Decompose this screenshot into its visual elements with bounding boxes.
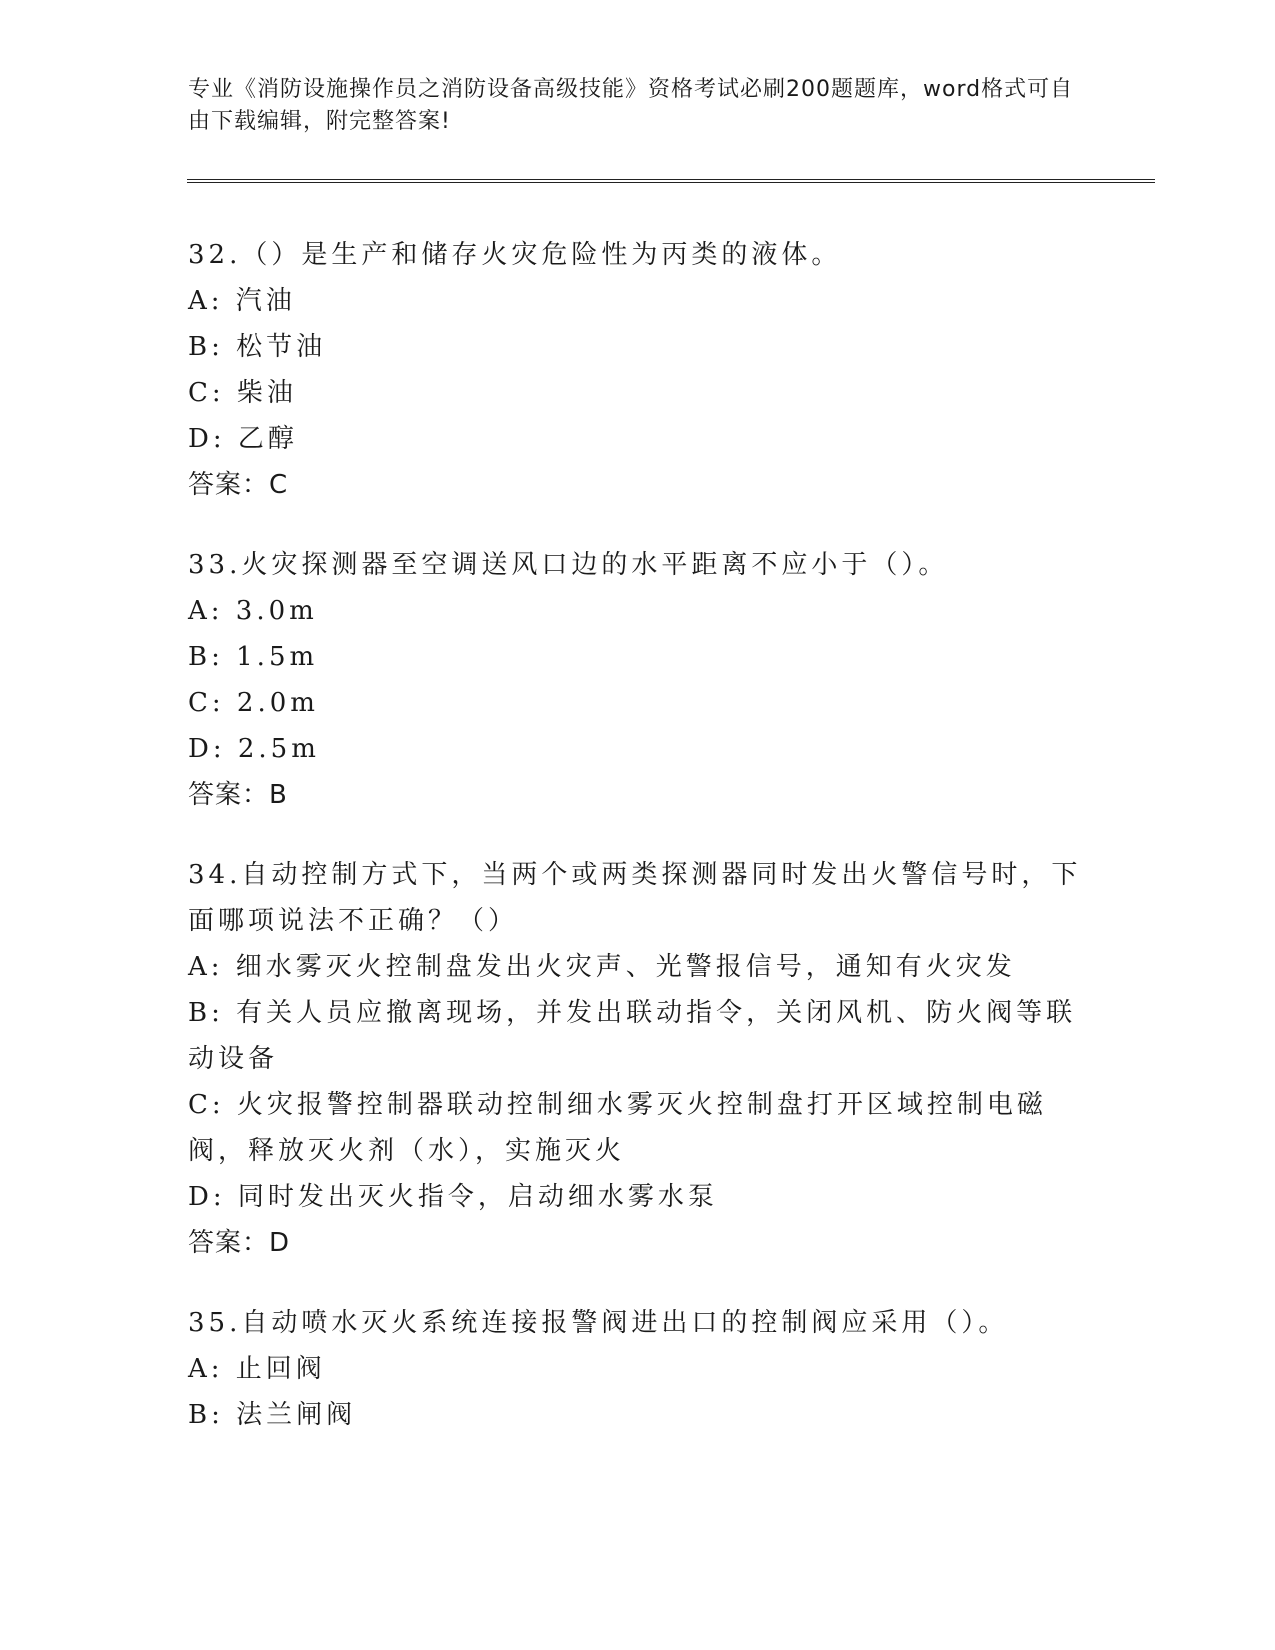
option-b: B: 法兰闸阀 [188,1400,357,1430]
option-a: A: 汽油 [188,286,296,316]
question-35 [188,1300,1088,1438]
document-header: 专业《消防设施操作员之消防设备高级技能》资格考试必刷200题题库，word格式可自由下载编辑，附完整答案! [188,77,1074,134]
option-d: D: 乙醇 [188,424,298,454]
option-c: C: 2.0m [188,688,319,718]
answer: 答案：C [188,470,289,500]
option-c: C: 柴油 [188,378,297,408]
question-34 [188,852,1088,1266]
question-stem: 35.自动喷水灭火系统连接报警阀进出口的控制阀应采用（）。 [188,1308,1009,1338]
answer: 答案：B [188,780,288,810]
option-a: A: 止回阀 [188,1354,326,1384]
question-stem: 32.（）是生产和储存火灾危险性为丙类的液体。 [188,240,842,270]
question-stem: 33.火灾探测器至空调送风口边的水平距离不应小于（）。 [188,550,949,580]
option-b: B: 1.5m [188,642,319,672]
option-d: D: 同时发出灭火指令，启动细水雾水泵 [188,1182,718,1212]
question-33 [188,542,1088,818]
header-divider [187,179,1155,183]
answer: 答案：D [188,1228,291,1258]
option-b: B: 松节油 [188,332,327,362]
option-b: B: 有关人员应撤离现场，并发出联动指令，关闭风机、防火阀等联动设备 [188,998,1077,1074]
question-list [188,232,1088,1472]
option-d: D: 2.5m [188,734,320,764]
option-c: C: 火灾报警控制器联动控制细水雾灭火控制盘打开区域控制电磁阀，释放灭火剂（水），实施灭火 [188,1090,1047,1166]
option-a: A: 细水雾灭火控制盘发出火灾声、光警报信号，通知有火灾发 [188,952,1016,982]
question-stem: 34.自动控制方式下，当两个或两类探测器同时发出火警信号时，下面哪项说法不正确？（） [188,860,1082,936]
question-32 [188,232,1088,508]
option-a: A: 3.0m [188,596,318,626]
